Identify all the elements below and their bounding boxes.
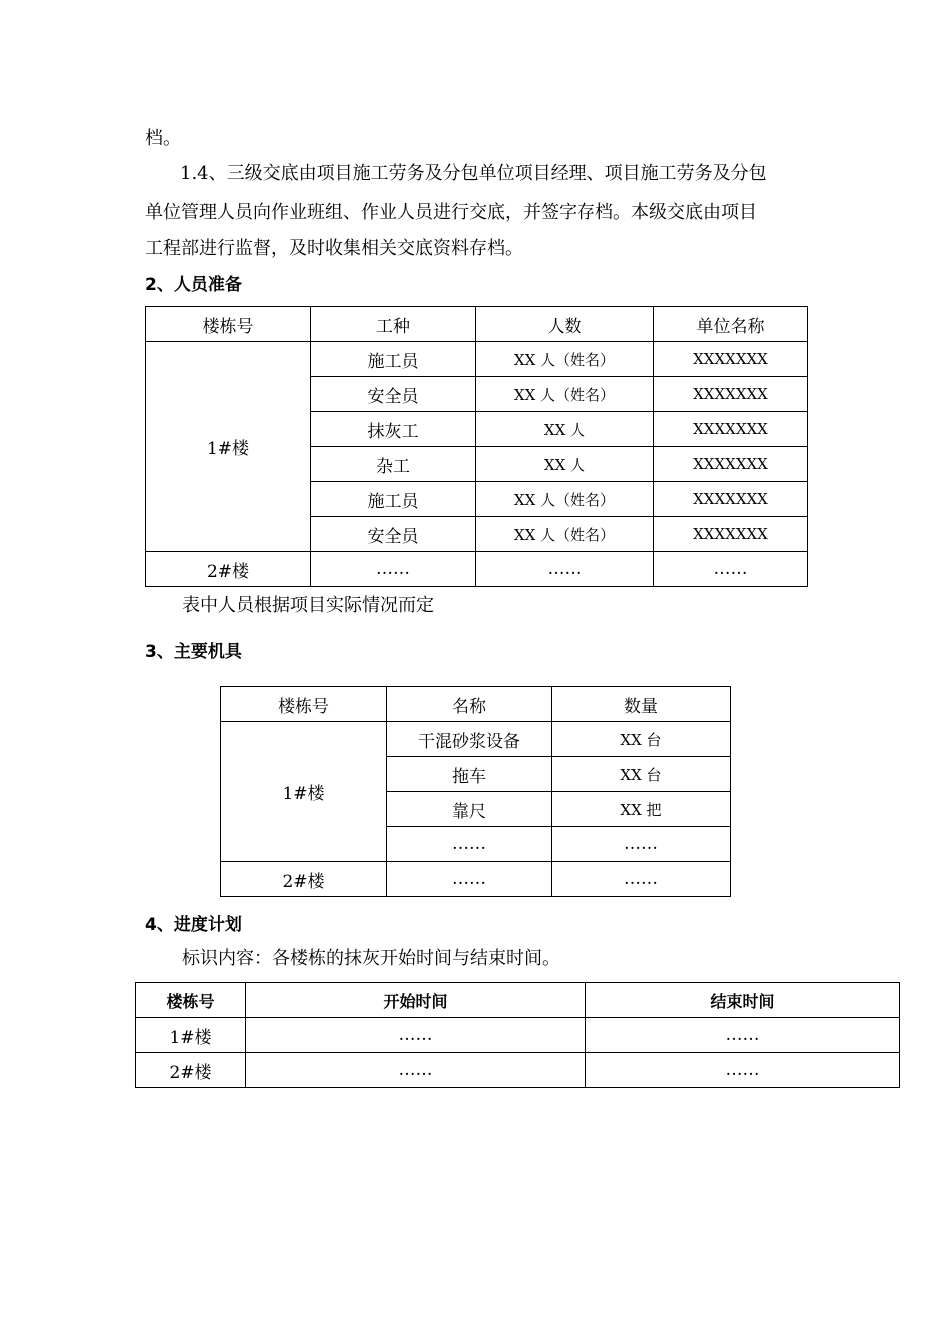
count-cell: …… [476, 552, 654, 587]
trade-cell: 施工员 [311, 342, 476, 377]
end-time-cell: …… [586, 1018, 900, 1053]
table-row [221, 862, 731, 897]
header-end-time: 结束时间 [586, 983, 900, 1018]
table-row [221, 722, 731, 757]
equipment-name-cell: 干混砂浆设备 [387, 722, 552, 757]
table-row [136, 1018, 900, 1053]
equipment-name-cell: 靠尺 [387, 792, 552, 827]
table-header-row [146, 307, 808, 342]
quantity-cell: XX 台 [552, 757, 731, 792]
trade-cell: 施工员 [311, 482, 476, 517]
trade-cell: 安全员 [311, 377, 476, 412]
header-building: 楼栋号 [146, 307, 311, 342]
company-cell: XXXXXXX [654, 377, 808, 412]
building-cell: 1#楼 [136, 1018, 246, 1053]
table-row [136, 1053, 900, 1088]
header-trade: 工种 [311, 307, 476, 342]
schedule-intro: 标识内容：各楼栋的抹灰开始时间与结束时间。 [182, 948, 560, 969]
building-cell: 2#楼 [136, 1053, 246, 1088]
section-heading-equipment: 3、主要机具 [145, 642, 242, 662]
company-cell: XXXXXXX [654, 482, 808, 517]
count-cell: XX 人（姓名） [476, 482, 654, 517]
table-header-row [221, 687, 731, 722]
company-cell: XXXXXXX [654, 517, 808, 552]
company-cell: …… [654, 552, 808, 587]
paragraph-tail: 档。 [145, 128, 181, 149]
personnel-table [145, 306, 808, 587]
header-quantity: 数量 [552, 687, 731, 722]
count-cell: XX 人（姓名） [476, 517, 654, 552]
count-cell: XX 人（姓名） [476, 342, 654, 377]
count-cell: XX 人（姓名） [476, 377, 654, 412]
building-cell: 2#楼 [146, 552, 311, 587]
company-cell: XXXXXXX [654, 412, 808, 447]
quantity-cell: …… [552, 862, 731, 897]
building-cell: 1#楼 [221, 722, 387, 862]
trade-cell: 抹灰工 [311, 412, 476, 447]
count-cell: XX 人 [476, 412, 654, 447]
header-name: 名称 [387, 687, 552, 722]
table-row [146, 552, 808, 587]
header-count: 人数 [476, 307, 654, 342]
trade-cell: 安全员 [311, 517, 476, 552]
section-heading-personnel: 2、人员准备 [145, 275, 242, 295]
equipment-name-cell: 拖车 [387, 757, 552, 792]
quantity-cell: …… [552, 827, 731, 862]
trade-cell: …… [311, 552, 476, 587]
header-building: 楼栋号 [221, 687, 387, 722]
start-time-cell: …… [246, 1018, 586, 1053]
paragraph-1-4-line1: 1.4、三级交底由项目施工劳务及分包单位项目经理、项目施工劳务及分包 [180, 163, 767, 184]
trade-cell: 杂工 [311, 447, 476, 482]
end-time-cell: …… [586, 1053, 900, 1088]
quantity-cell: XX 台 [552, 722, 731, 757]
header-start-time: 开始时间 [246, 983, 586, 1018]
schedule-table [135, 982, 900, 1088]
section-heading-schedule: 4、进度计划 [145, 915, 242, 935]
equipment-table [220, 686, 731, 897]
header-company: 单位名称 [654, 307, 808, 342]
count-cell: XX 人 [476, 447, 654, 482]
company-cell: XXXXXXX [654, 447, 808, 482]
equipment-name-cell: …… [387, 862, 552, 897]
building-cell: 2#楼 [221, 862, 387, 897]
paragraph-1-4-line3: 工程部进行监督，及时收集相关交底资料存档。 [145, 238, 523, 259]
company-cell: XXXXXXX [654, 342, 808, 377]
table-row [146, 342, 808, 377]
table-header-row [136, 983, 900, 1018]
paragraph-1-4-line2: 单位管理人员向作业班组、作业人员进行交底，并签字存档。本级交底由项目 [145, 202, 757, 223]
quantity-cell: XX 把 [552, 792, 731, 827]
building-cell: 1#楼 [146, 342, 311, 552]
start-time-cell: …… [246, 1053, 586, 1088]
personnel-note: 表中人员根据项目实际情况而定 [182, 595, 434, 616]
equipment-name-cell: …… [387, 827, 552, 862]
header-building: 楼栋号 [136, 983, 246, 1018]
